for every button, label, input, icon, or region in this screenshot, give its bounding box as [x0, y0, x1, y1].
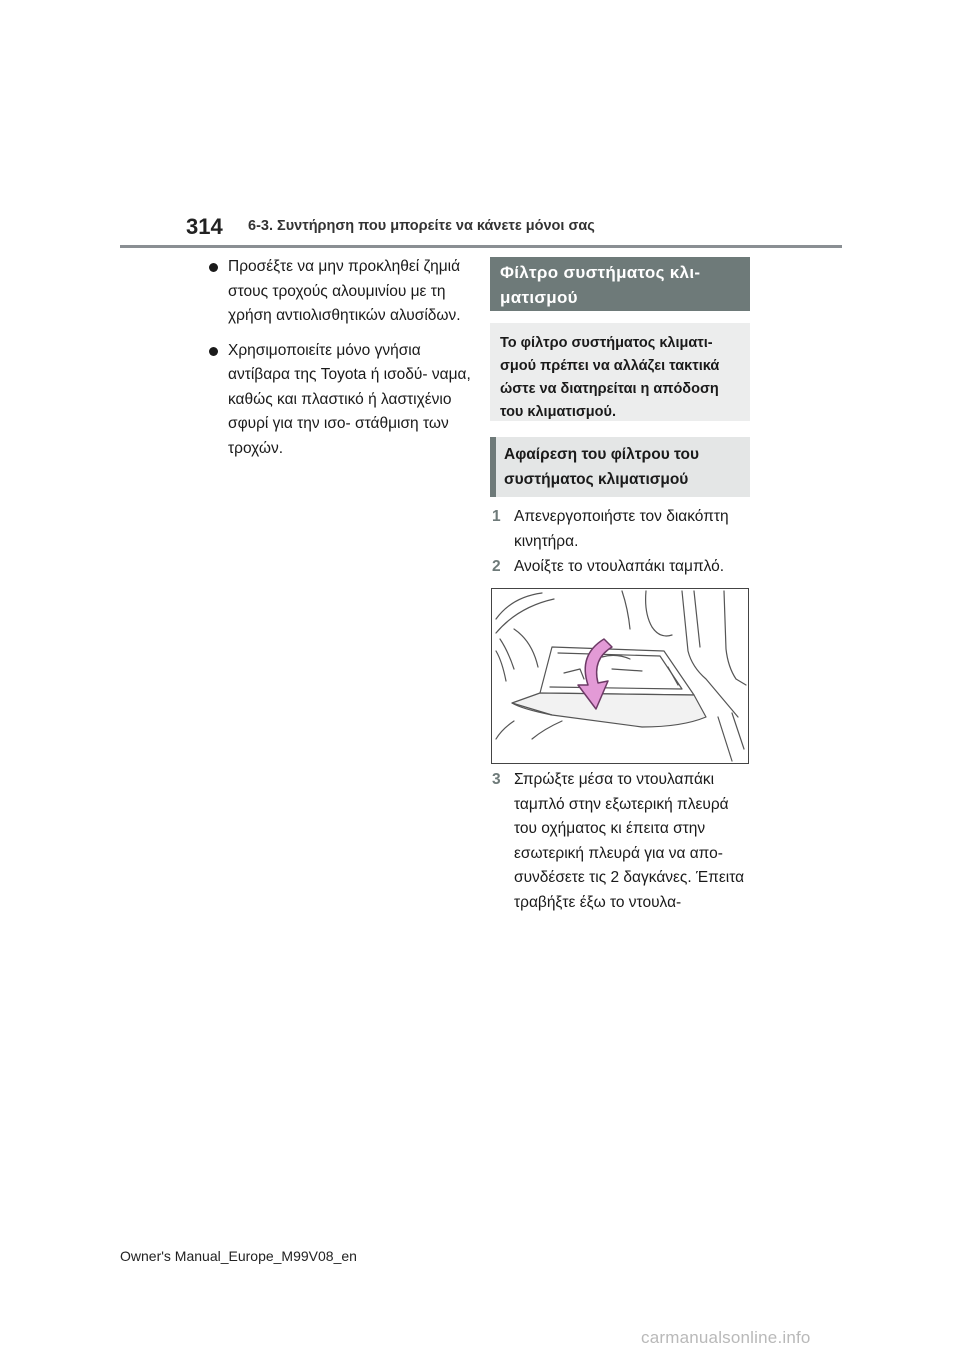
page-number: 314: [186, 214, 223, 239]
step-3: [492, 768, 754, 915]
step-1: [492, 505, 754, 554]
glove-box-drawing: [492, 589, 748, 763]
intro-box: Το φίλτρο συστήματος κλιματι- σμού πρέπει να αλλάζει τακτικά ώστε να διατηρείται η απόδοση του κλιματισμού.: [490, 323, 750, 421]
step-number: 2: [492, 558, 501, 575]
step-2: [492, 555, 754, 580]
section-header: 6-3. Συντήρηση που μπορείτε να κάνετε μόνοι σας: [248, 218, 595, 234]
bullet-text: Προσέξτε να μην προκληθεί ζημιά στους τροχούς αλουμινίου με τη χρήση αντιολισθητικών αλυσίδων.: [228, 258, 461, 324]
bullet-item: [204, 339, 474, 462]
left-column: [204, 255, 474, 471]
bullet-item: [204, 255, 474, 329]
bullet-dot-icon: [209, 347, 218, 356]
watermark: carmanualsonline.info: [641, 1328, 811, 1347]
step-text: Σπρώξτε μέσα το ντουλαπάκι ταμπλό στην εξωτερική πλευρά του οχήματος κι έπειτα στην εσωτερική πλευρά για να απο- συνδέσετε τις 2 δαγκάνες. Έπειτα τραβήξτε έξω το ντουλα-: [514, 771, 745, 911]
footer-text: Owner's Manual_Europe_M99V08_en: [120, 1248, 357, 1264]
step-text: Ανοίξτε το ντουλαπάκι ταμπλό.: [514, 558, 725, 575]
step-number: 3: [492, 771, 501, 788]
section-title-box: Φίλτρο συστήματος κλι- ματισμού: [490, 257, 750, 311]
step-text: Απενεργοποιήστε τον διακόπτη κινητήρα.: [514, 508, 729, 550]
bullet-dot-icon: [209, 263, 218, 272]
step-number: 1: [492, 508, 501, 525]
bullet-text: Χρησιμοποιείτε μόνο γνήσια αντίβαρα της Toyota ή ισοδύ- ναμα, καθώς και πλαστικό ή λαστιχένιο σφυρί για την ισο- στάθμιση των τροχών.: [228, 341, 471, 457]
glove-box-illustration: [491, 588, 749, 764]
subheading-box: Αφαίρεση του φίλτρου του συστήματος κλιματισμού: [490, 437, 750, 497]
header-divider: [120, 245, 842, 248]
